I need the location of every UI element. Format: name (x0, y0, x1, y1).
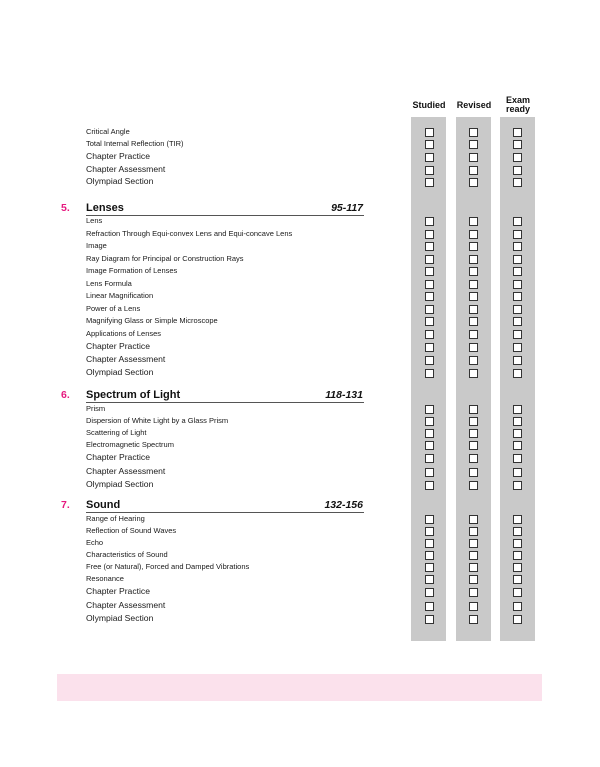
studied-checkbox[interactable] (425, 441, 434, 450)
studied-checkbox[interactable] (425, 343, 434, 352)
studied-checkbox[interactable] (425, 140, 434, 149)
revised-header: Revised (456, 100, 492, 110)
revised-checkbox[interactable] (469, 602, 478, 611)
exam-ready-checkbox[interactable] (513, 317, 522, 326)
studied-checkbox[interactable] (425, 280, 434, 289)
revised-checkbox[interactable] (469, 166, 478, 175)
topic-label: Critical Angle (86, 127, 130, 136)
topic-label: Free (or Natural), Forced and Damped Vibrations (86, 562, 250, 571)
topic-label: Total Internal Reflection (TIR) (86, 139, 184, 148)
topic-label: Electromagnetic Spectrum (86, 440, 174, 449)
topic-label: Chapter Practice (86, 586, 151, 597)
studied-checkbox[interactable] (425, 602, 434, 611)
studied-checkbox[interactable] (425, 292, 434, 301)
revised-checkbox[interactable] (469, 217, 478, 226)
chapter-page-range: 118-131 (325, 389, 363, 401)
chapter-title: Lenses (86, 202, 124, 214)
chapter-page-range: 132-156 (324, 499, 363, 511)
exam-ready-header-line2: ready (505, 104, 531, 114)
revised-checkbox[interactable] (469, 615, 478, 624)
revised-checkbox[interactable] (469, 468, 478, 477)
topic-label: Chapter Assessment (86, 354, 166, 365)
footer-band (57, 674, 542, 701)
exam-ready-checkbox[interactable] (513, 575, 522, 584)
studied-checkbox[interactable] (425, 317, 434, 326)
exam-ready-checkbox[interactable] (513, 539, 522, 548)
exam-ready-checkbox[interactable] (513, 292, 522, 301)
exam-ready-checkbox[interactable] (513, 441, 522, 450)
revised-checkbox[interactable] (469, 417, 478, 426)
exam-ready-checkbox[interactable] (513, 551, 522, 560)
exam-ready-checkbox[interactable] (513, 468, 522, 477)
exam-ready-checkbox[interactable] (513, 563, 522, 572)
chapter-divider (86, 402, 364, 403)
exam-ready-checkbox[interactable] (513, 615, 522, 624)
revised-checkbox[interactable] (469, 551, 478, 560)
topic-label: Range of Hearing (86, 514, 145, 523)
studied-checkbox[interactable] (425, 356, 434, 365)
revised-checkbox[interactable] (469, 255, 478, 264)
exam-ready-checkbox[interactable] (513, 369, 522, 378)
topic-label: Power of a Lens (86, 303, 141, 313)
studied-checkbox[interactable] (425, 429, 434, 438)
topic-label: Chapter Assessment (86, 164, 166, 174)
topic-label: Magnifying Glass or Simple Microscope (86, 316, 218, 325)
exam-ready-checkbox[interactable] (513, 343, 522, 352)
studied-checkbox[interactable] (425, 615, 434, 624)
exam-ready-checkbox[interactable] (513, 230, 522, 239)
topic-label: Olympiad Section (86, 367, 154, 378)
studied-checkbox[interactable] (425, 305, 434, 314)
revised-checkbox[interactable] (469, 343, 478, 352)
topic-label: Refraction Through Equi-convex Lens and Equi-concave Lens (86, 228, 293, 238)
studied-checkbox[interactable] (425, 178, 434, 187)
studied-checkbox[interactable] (425, 588, 434, 597)
revised-checkbox[interactable] (469, 454, 478, 463)
topic-label: Applications of Lenses (86, 328, 162, 338)
revised-checkbox[interactable] (469, 356, 478, 365)
topic-label: Ray Diagram for Principal or Construction Rays (86, 253, 244, 263)
exam-ready-checkbox[interactable] (513, 515, 522, 524)
revised-checkbox[interactable] (469, 575, 478, 584)
topic-label: Chapter Assessment (86, 599, 166, 610)
topic-label: Chapter Practice (86, 151, 151, 161)
chapter-number: 5. (61, 202, 70, 214)
chapter-number: 6. (61, 389, 70, 401)
revised-checkbox[interactable] (469, 242, 478, 251)
revised-checkbox[interactable] (469, 405, 478, 414)
studied-checkbox[interactable] (425, 454, 434, 463)
topic-label: Reflection of Sound Waves (86, 526, 177, 535)
revised-checkbox[interactable] (469, 292, 478, 301)
exam-ready-checkbox[interactable] (513, 267, 522, 276)
exam-ready-checkbox[interactable] (513, 255, 522, 264)
exam-ready-checkbox[interactable] (513, 128, 522, 137)
revised-checkbox[interactable] (469, 481, 478, 490)
revised-checkbox[interactable] (469, 563, 478, 572)
topic-label: Prism (86, 404, 106, 413)
studied-checkbox[interactable] (425, 551, 434, 560)
revised-checkbox[interactable] (469, 178, 478, 187)
topic-label: Chapter Practice (86, 340, 151, 351)
revised-checkbox[interactable] (469, 429, 478, 438)
studied-checkbox[interactable] (425, 515, 434, 524)
studied-checkbox[interactable] (425, 217, 434, 226)
topic-label: Linear Magnification (86, 291, 154, 300)
exam-ready-checkbox[interactable] (513, 305, 522, 314)
exam-ready-checkbox[interactable] (513, 280, 522, 289)
studied-checkbox[interactable] (425, 539, 434, 548)
exam-ready-header (496, 96, 540, 114)
revised-checkbox[interactable] (469, 515, 478, 524)
revised-checkbox[interactable] (469, 267, 478, 276)
exam-ready-checkbox[interactable] (513, 454, 522, 463)
studied-checkbox[interactable] (425, 369, 434, 378)
revised-checkbox[interactable] (469, 330, 478, 339)
revised-checkbox[interactable] (469, 369, 478, 378)
exam-ready-checkbox[interactable] (513, 588, 522, 597)
studied-checkbox[interactable] (425, 153, 434, 162)
studied-checkbox[interactable] (425, 128, 434, 137)
topic-label: Characteristics of Sound (86, 550, 168, 559)
exam-ready-checkbox[interactable] (513, 153, 522, 162)
revised-checkbox[interactable] (469, 230, 478, 239)
exam-ready-checkbox[interactable] (513, 405, 522, 414)
studied-header: Studied (412, 100, 446, 110)
studied-checkbox[interactable] (425, 417, 434, 426)
studied-checkbox[interactable] (425, 468, 434, 477)
topic-label: Dispersion of White Light by a Glass Prism (86, 416, 229, 425)
exam-ready-checkbox[interactable] (513, 602, 522, 611)
topic-label: Lens Formula (86, 278, 132, 288)
chapter-divider (86, 512, 364, 513)
exam-ready-checkbox[interactable] (513, 356, 522, 365)
chapter-divider (86, 215, 364, 216)
exam-ready-checkbox[interactable] (513, 429, 522, 438)
exam-ready-checkbox[interactable] (513, 242, 522, 251)
studied-checkbox[interactable] (425, 330, 434, 339)
studied-checkbox[interactable] (425, 527, 434, 536)
exam-ready-checkbox[interactable] (513, 217, 522, 226)
studied-checkbox[interactable] (425, 575, 434, 584)
chapter-title: Spectrum of Light (86, 389, 181, 401)
revised-checkbox[interactable] (469, 280, 478, 289)
studied-checkbox[interactable] (425, 405, 434, 414)
chapter-number: 7. (61, 499, 70, 511)
topic-label: Olympiad Section (86, 612, 154, 623)
chapter-title: Sound (86, 499, 121, 511)
topic-label: Resonance (86, 574, 124, 583)
studied-checkbox[interactable] (425, 166, 434, 175)
revised-checkbox[interactable] (469, 441, 478, 450)
topic-label: Echo (86, 538, 104, 547)
revised-checkbox[interactable] (469, 140, 478, 149)
chapter-page-range: 95-117 (331, 202, 363, 214)
exam-ready-checkbox[interactable] (513, 166, 522, 175)
exam-ready-checkbox[interactable] (513, 527, 522, 536)
revised-checkbox[interactable] (469, 128, 478, 137)
exam-ready-header-line1: Exam (505, 95, 531, 105)
revised-checkbox[interactable] (469, 153, 478, 162)
exam-ready-checkbox[interactable] (513, 417, 522, 426)
studied-checkbox[interactable] (425, 255, 434, 264)
revised-checkbox[interactable] (469, 539, 478, 548)
studied-checkbox[interactable] (425, 230, 434, 239)
topic-label: Image Formation of Lenses (86, 266, 178, 275)
topic-label: Olympiad Section (86, 176, 154, 186)
topic-label: Lens (86, 216, 103, 225)
topic-label: Chapter Assessment (86, 465, 166, 476)
exam-ready-checkbox[interactable] (513, 330, 522, 339)
studied-checkbox[interactable] (425, 481, 434, 490)
studied-checkbox[interactable] (425, 242, 434, 251)
exam-ready-checkbox[interactable] (513, 178, 522, 187)
revised-checkbox[interactable] (469, 588, 478, 597)
topic-label: Scattering of Light (86, 428, 147, 437)
studied-checkbox[interactable] (425, 563, 434, 572)
exam-ready-checkbox[interactable] (513, 140, 522, 149)
revised-checkbox[interactable] (469, 527, 478, 536)
exam-ready-checkbox[interactable] (513, 481, 522, 490)
studied-checkbox[interactable] (425, 267, 434, 276)
topic-label: Olympiad Section (86, 478, 154, 489)
revised-checkbox[interactable] (469, 305, 478, 314)
topic-label: Chapter Practice (86, 452, 151, 463)
topic-label: Image (86, 241, 107, 250)
revised-checkbox[interactable] (469, 317, 478, 326)
